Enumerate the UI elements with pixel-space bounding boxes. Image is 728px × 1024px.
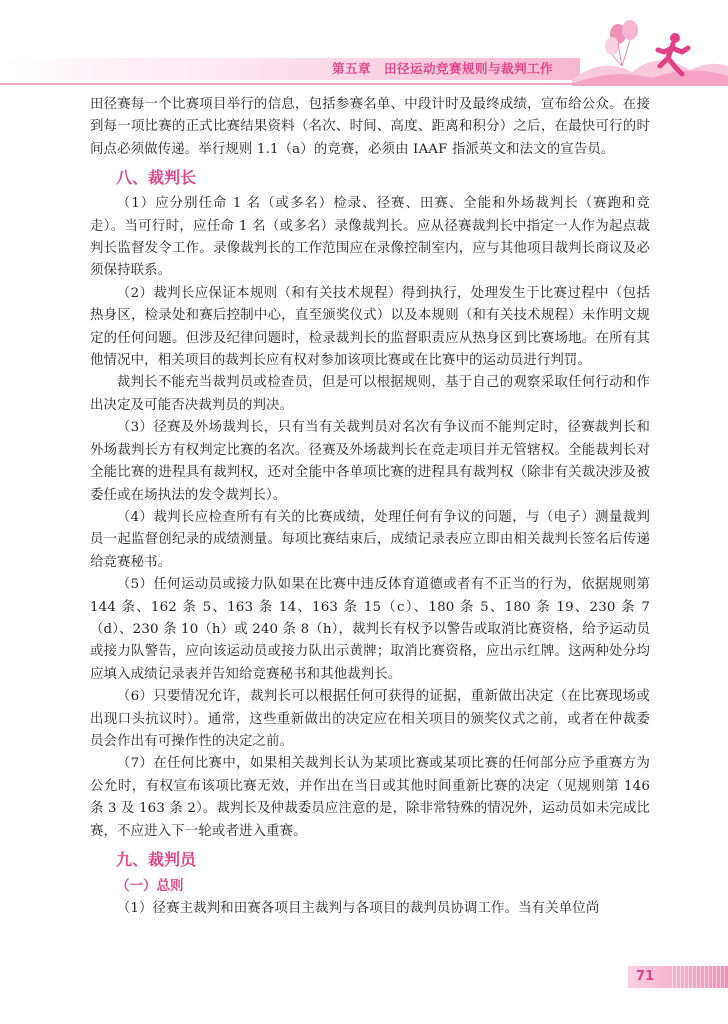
paragraph: （3）径赛及外场裁判长，只有当有关裁判员对名次有争议而不能判定时，径赛裁判长和外场裁判长方有权判定比赛的名次。径赛及外场裁判长在竞走项目并无管辖权。全能裁判长对全能比赛的进程具有裁判权，还对全能中各单项比赛的进程具有裁判权（除非有关裁决涉及被委任或在场执法的发令裁判长）。 (90, 420, 650, 503)
paragraph: （4）裁判长应检查所有有关的比赛成绩，处理任何有争议的问题，与（电子）测量裁判员一起监督创纪录的成绩测量。每项比赛结束后，成绩记录表应立即由相关裁判长签名后传递给竞赛秘书。 (90, 509, 650, 570)
paragraph: （2）裁判长应保证本规则（和有关技术规程）得到执行，处理发生于比赛过程中（包括热身区，检录处和赛后控制中心，直至颁奖仪式）以及本规则（和有关技术规程）未作明文规定的任何问题。但涉及纪律问题时，检录裁判长的监督职责应从热身区到比赛场地。在所有其他情况中，相关项目的裁判长应有权对参加该项比赛或在比赛中的运动员进行判罚。 (90, 285, 650, 369)
page-number: 71 (636, 969, 655, 984)
section-heading-8: 八、裁判长 (116, 168, 197, 188)
paragraph: 田径赛每一个比赛项目举行的信息，包括参赛名单、中段计时及最终成绩，宣布给公众。在接到每一项比赛的正式比赛结果资料（名次、时间、高度、距离和积分）之后，在最快可行的时间点必须做传递。举行规则 1.1（a）的竞赛，必须由 IAAF 指派英文和法文的宣告员。 (90, 97, 650, 157)
page-header (0, 0, 728, 88)
subsection-heading: （一）总则 (116, 878, 184, 894)
paragraph: （7）在任何比赛中，如果相关裁判长认为某项比赛或某项比赛的任何部分应予重赛方为公允时，有权宣布该项比赛无效，并作出在当日或其他时间重新比赛的决定（见规则第 146 条 3 及 163 条 2）。裁判长及仲裁委员应注意的是，除非常特殊的情况外，运动员如未完成比赛，不应进入下一轮或者进入重赛。 (90, 756, 650, 839)
paragraph: 裁判长不能充当裁判员或检查员，但是可以根据规则，基于自己的观察采取任何行动和作出决定及可能否决裁判员的判决。 (90, 375, 650, 413)
footer-stripes (672, 966, 728, 988)
paragraph: （1）径赛主裁判和田赛各项目主裁判与各项目的裁判员协调工作。当有关单位尚 (116, 901, 600, 916)
paragraph: （1）应分别任命 1 名（或多名）检录、径赛、田赛、全能和外场裁判长（赛跑和竞走）。当可行时，应任命 1 名（或多名）录像裁判长。应从径赛裁判长中指定一人作为起点裁判长监督发令工作。录像裁判长的工作范围应在录像控制室内，应与其他项目裁判长商议及必须保持联系。 (90, 196, 650, 279)
paragraph: （6）只要情况允许，裁判长可以根据任何可获得的证据，重新做出决定（在比赛现场或出现口头抗议时）。通常，这些重新做出的决定应在相关项目的颁奖仪式之前，或者在仲裁委员会作出有可操作性的决定之前。 (90, 689, 650, 749)
chapter-title: 第五章 田径运动竞赛规则与裁判工作 (332, 61, 554, 76)
section-heading-9: 九、裁判员 (116, 850, 197, 869)
header-rule (0, 83, 728, 85)
page-body (90, 94, 650, 920)
paragraph: （5）任何运动员或接力队如果在比赛中违反体育道德或者有不正当的行为，依据规则第 144 条、162 条 5、163 条 14、163 条 15（c）、180 条 5、180 条 19、230 条 7（d）、230 条 10（h）或 240 条 8（h），裁判长有权予以警告或取消比赛资格，给予运动员或接力队警告，应向该运动员或接力队出示黄牌；取消比赛资格，应出示红牌。这两种处分均应填入成绩记录表并告知给竞赛秘书和其他裁判长。 (90, 577, 650, 682)
runner-with-balloons-icon (572, 20, 728, 86)
